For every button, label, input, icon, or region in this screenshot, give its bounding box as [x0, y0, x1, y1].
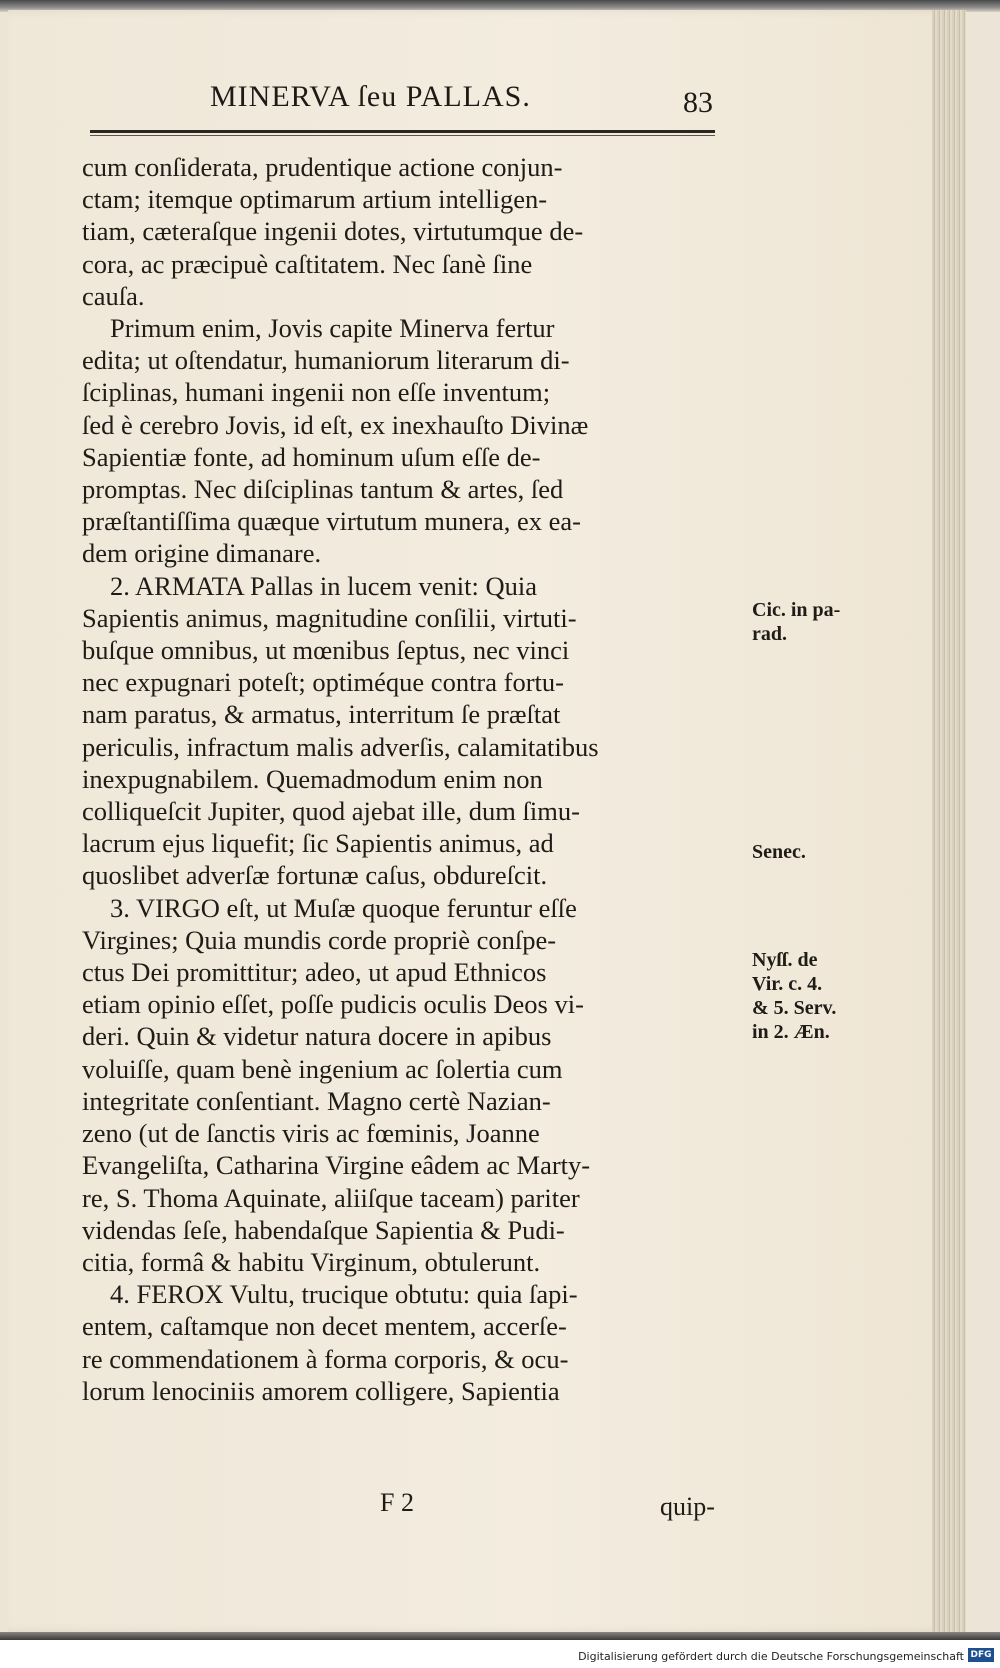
text-line: quoslibet adverſæ fortunæ caſus, obdureſcit.: [82, 860, 548, 891]
text-line: re, S. Thoma Aquinate, aliiſque taceam) pariter: [82, 1182, 580, 1213]
text-line: Virgines; Quia mundis corde propriè conſpe-: [82, 924, 557, 955]
scan-bottom-edge: [0, 1632, 1000, 1640]
text-line: 4. FEROX Vultu, trucique obtutu: quia ſapi-: [110, 1279, 578, 1310]
page-number: 83: [683, 86, 713, 119]
margin-note-line: & 5. Serv.: [752, 997, 837, 1019]
text-line: 3. VIRGO eſt, ut Muſæ quoque feruntur eſſe: [110, 892, 577, 923]
text-line: 2. ARMATA Pallas in lucem venit: Quia: [110, 570, 538, 601]
signature-mark: F 2: [380, 1488, 414, 1517]
text-line: edita; ut oſtendatur, humaniorum literarum di-: [82, 345, 570, 376]
text-line: inexpugnabilem. Quemadmodum enim non: [82, 763, 543, 794]
text-line: promptas. Nec diſciplinas tantum & artes, ſed: [82, 474, 564, 505]
text-line: ſed è cerebro Jovis, id eſt, ex inexhauſto Divinæ: [82, 409, 589, 440]
margin-note-seneca: [752, 840, 882, 864]
margin-note-nyssa: [752, 948, 882, 1044]
text-line: integritate conſentiant. Magno certè Nazian-: [82, 1085, 551, 1116]
text-line: videndas ſeſe, habendaſque Sapientia & Pudi-: [82, 1214, 565, 1245]
text-line: lacrum ejus liquefit; ſic Sapientis animus, ad: [82, 828, 554, 859]
text-line: Primum enim, Jovis capite Minerva fertur: [110, 313, 555, 344]
text-line: tiam, cæteraſque ingenii dotes, virtutumque de-: [82, 216, 584, 247]
dfg-logo: DFG: [968, 1648, 994, 1662]
text-line: Evangeliſta, Catharina Virgine eâdem ac Marty-: [82, 1150, 591, 1181]
body-text: [82, 151, 727, 1407]
margin-note-cicero: [752, 598, 882, 646]
margin-note-line: rad.: [752, 623, 787, 645]
page-fore-edge: [932, 10, 966, 1632]
text-line: etiam opinio eſſet, poſſe pudicis oculis Deos vi-: [82, 989, 584, 1020]
header-rule: [90, 130, 715, 133]
text-line: voluiſſe, quam benè ingenium ac ſolertia cum: [82, 1053, 563, 1084]
margin-note-line: in 2. Æn.: [752, 1021, 830, 1043]
text-line: ctus Dei promittitur; adeo, ut apud Ethnicos: [82, 957, 547, 988]
text-line: cum conſiderata, prudentique actione conjun-: [82, 152, 563, 182]
text-line: ctam; itemque optimarum artium intelligen-: [82, 184, 548, 215]
digitization-credit: Digitalisierung gefördert durch die Deutsche Forschungsgemeinschaft: [578, 1650, 964, 1663]
text-line: entem, caſtamque non decet mentem, accerſe-: [82, 1311, 567, 1342]
margin-note-line: Vir. c. 4.: [752, 973, 823, 995]
margin-note-line: Senec.: [752, 841, 806, 863]
text-line: Sapientiæ fonte, ad hominum uſum eſſe de-: [82, 441, 541, 472]
text-line: lorum lenociniis amorem colligere, Sapientia: [82, 1375, 560, 1406]
text-line: nam paratus, & armatus, interritum ſe præſtat: [82, 699, 561, 730]
running-head: MINERVA ſeu PALLAS.: [210, 80, 531, 113]
text-line: buſque omnibus, ut mœnibus ſeptus, nec vinci: [82, 635, 570, 666]
text-line: deri. Quin & videtur natura docere in apibus: [82, 1021, 552, 1052]
text-line: Sapientis animus, magnitudine conſilii, virtuti-: [82, 602, 577, 633]
text-line: præſtantiſſima quæque virtutum munera, ex ea-: [82, 506, 581, 537]
text-line: ſciplinas, humani ingenii non eſſe inventum;: [82, 377, 551, 408]
margin-note-line: Cic. in pa-: [752, 599, 841, 621]
text-line: cauſa.: [82, 280, 145, 311]
text-line: cora, ac præcipuè caſtitatem. Nec ſanè ſine: [82, 248, 533, 279]
header-rule-thin: [90, 135, 715, 136]
text-line: nec expugnari poteſt; optiméque contra fortu-: [82, 667, 564, 698]
text-line: dem origine dimanare.: [82, 538, 322, 569]
text-line: periculis, infractum malis adverſis, calamitatibus: [82, 731, 599, 762]
text-line: colliqueſcit Jupiter, quod ajebat ille, dum ſimu-: [82, 796, 580, 827]
text-line: citia, formâ & habitu Virginum, obtulerunt.: [82, 1246, 541, 1277]
text-line: zeno (ut de ſanctis viris ac fœminis, Joanne: [82, 1118, 540, 1149]
margin-note-line: Nyſſ. de: [752, 949, 818, 971]
text-line: re commendationem à forma corporis, & ocu-: [82, 1343, 569, 1374]
catchword: quip-: [660, 1492, 715, 1521]
